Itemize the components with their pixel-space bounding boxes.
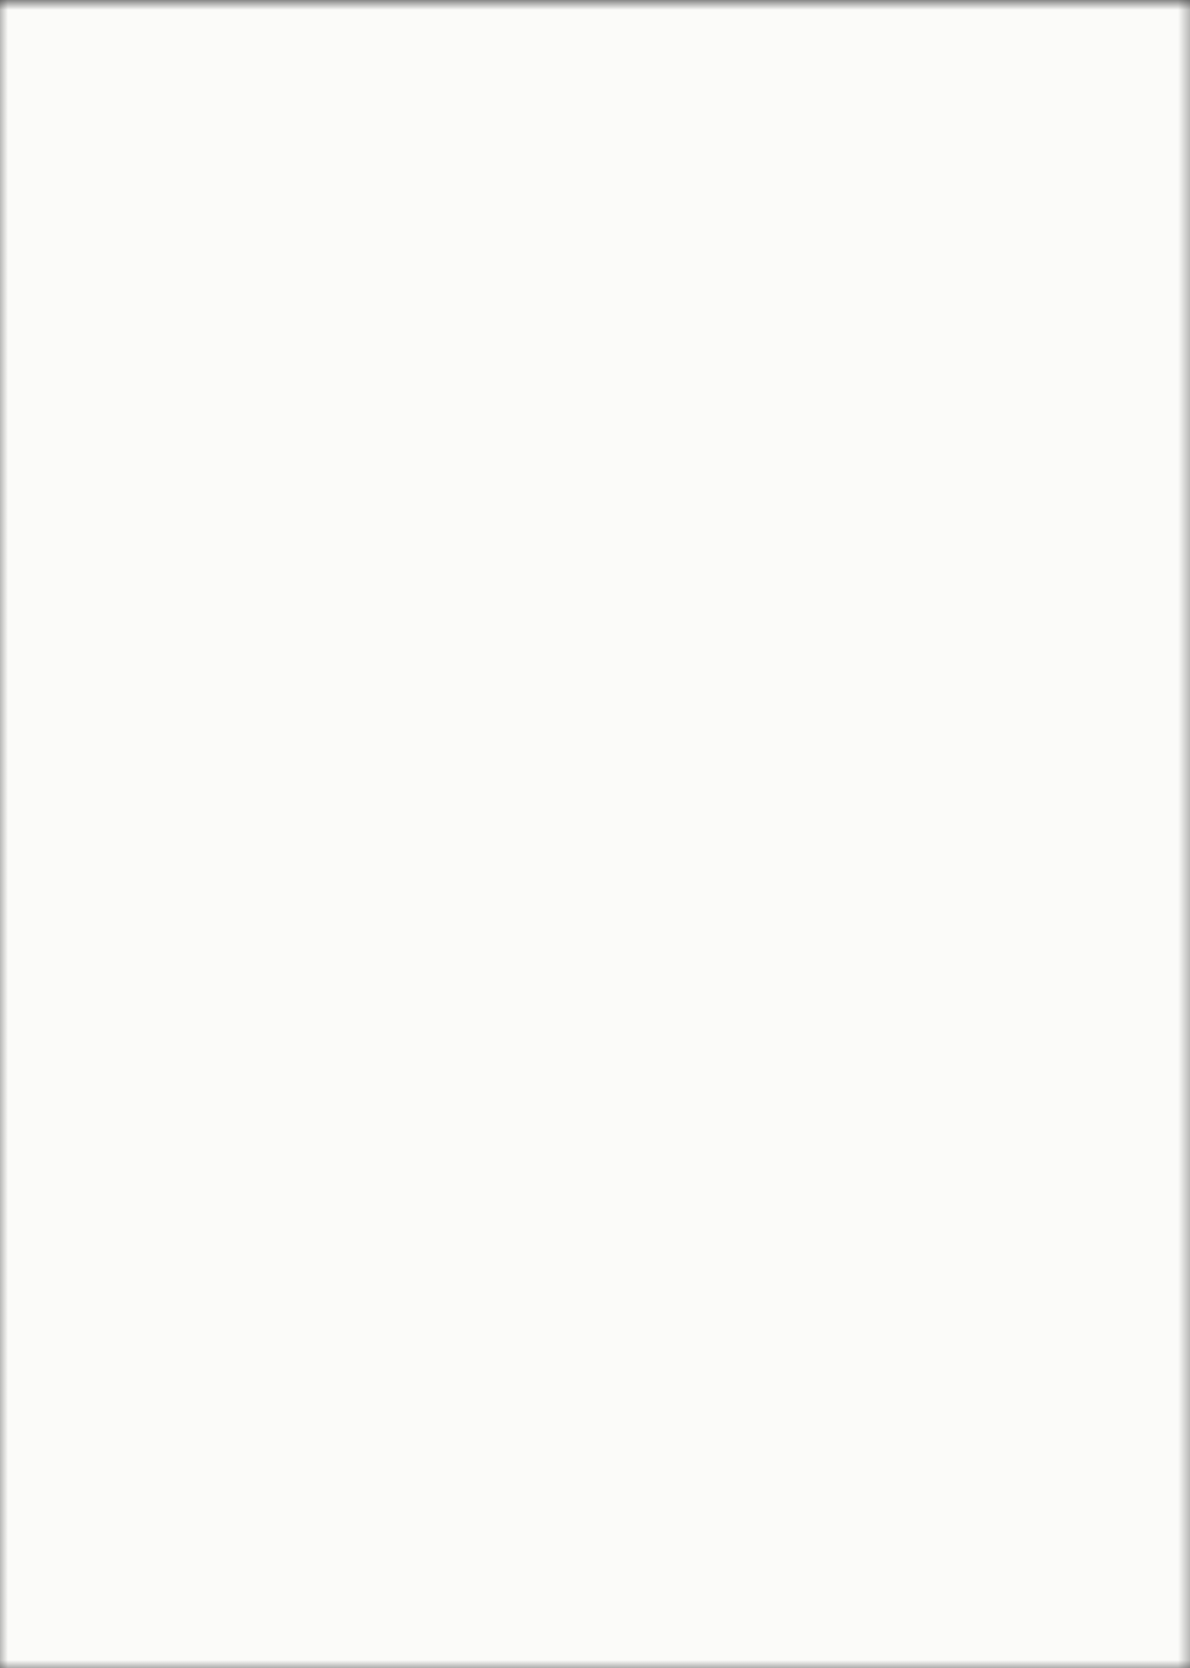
scan-shadow-bottom [0,1660,1190,1668]
scan-shadow-left [0,0,8,1668]
scan-shadow-right [1178,0,1190,1668]
scan-shadow-top [0,0,1190,10]
